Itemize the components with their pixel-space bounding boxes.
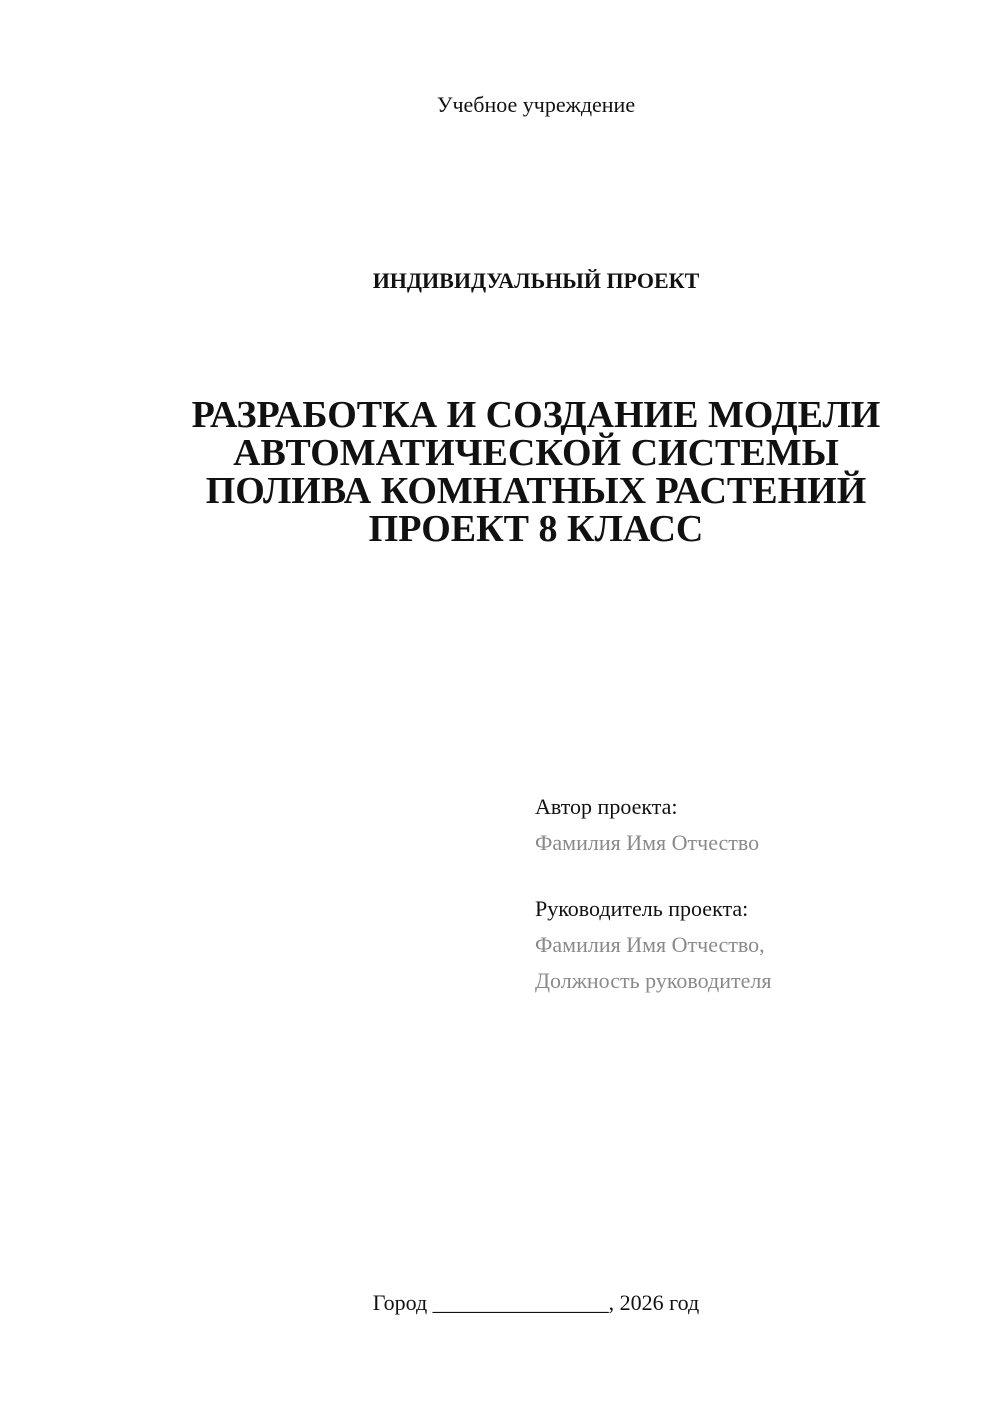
supervisor-name: Фамилия Имя Отчество, bbox=[535, 932, 765, 957]
supervisor-position: Должность руководителя bbox=[535, 968, 772, 993]
city-year-footer: Город ________________, 2026 год bbox=[372, 1290, 700, 1315]
project-credits bbox=[535, 789, 975, 999]
author-label: Автор проекта: bbox=[535, 794, 678, 819]
title-line-4: ПРОЕКТ 8 КЛАСС bbox=[368, 508, 704, 550]
title-line-3: ПОЛИВА КОМНАТНЫХ РАСТЕНИЙ bbox=[205, 470, 867, 512]
institution-name: Учебное учреждение bbox=[436, 92, 636, 117]
supervisor-label: Руководитель проекта: bbox=[535, 896, 749, 921]
title-line-1: РАЗРАБОТКА И СОЗДАНИЕ МОДЕЛИ bbox=[191, 394, 881, 436]
author-name: Фамилия Имя Отчество bbox=[535, 830, 760, 855]
credits-spacer bbox=[535, 861, 975, 891]
title-line-2: АВТОМАТИЧЕСКОЙ СИСТЕМЫ bbox=[233, 432, 839, 474]
project-type-heading: ИНДИВИДУАЛЬНЫЙ ПРОЕКТ bbox=[372, 268, 700, 293]
project-title bbox=[150, 396, 922, 548]
